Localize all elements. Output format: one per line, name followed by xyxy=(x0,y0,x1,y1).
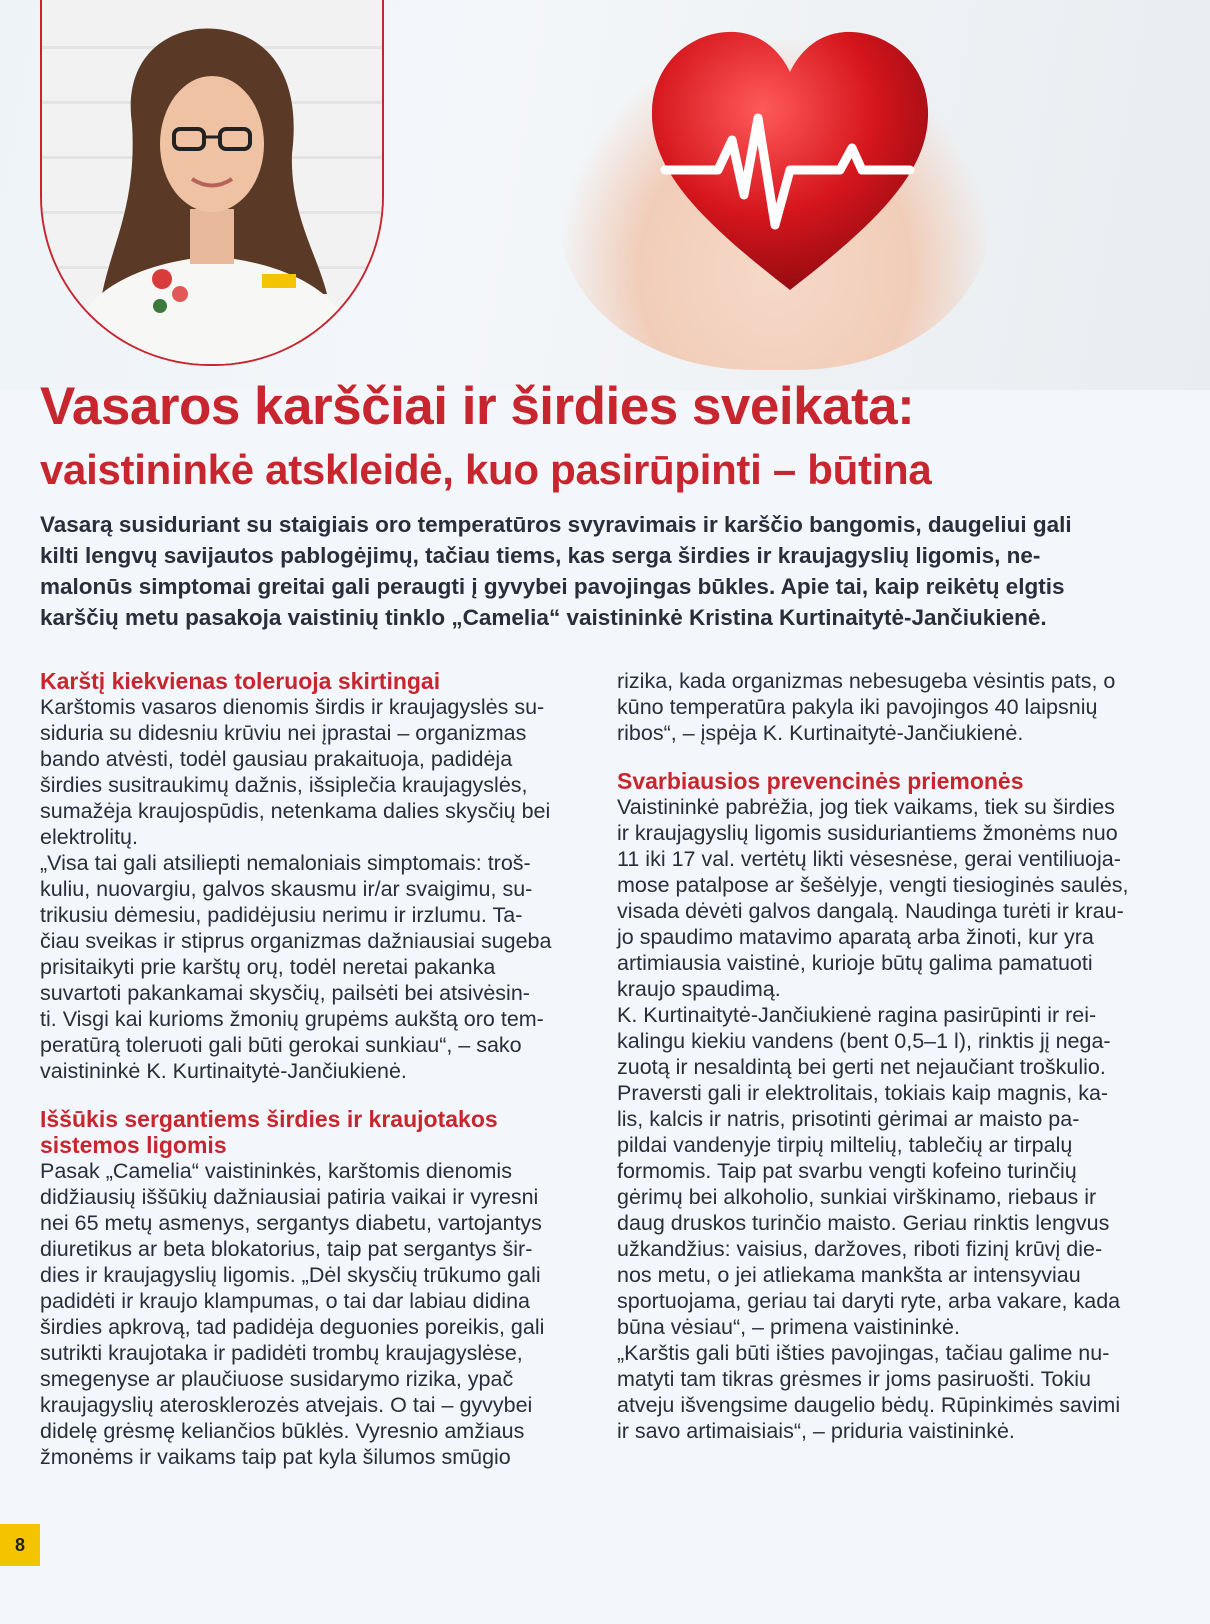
paragraph xyxy=(617,794,1169,1002)
page-number-badge: 8 xyxy=(0,1524,40,1566)
section-heading-heat-tolerance: Karštį kiekvienas toleruoja skirtingai xyxy=(40,668,441,694)
text-line: rizika, kada organizmas nebesugeba vėsintis pats, o xyxy=(617,669,1116,693)
text-line: artimiausia vaistinė, kurioje būtų galima pamatuoti xyxy=(617,951,1093,975)
left-column xyxy=(40,668,592,1470)
heading-line: Iššūkis sergantiems širdies ir kraujotakos xyxy=(40,1106,498,1132)
text-line: zuotą ir nesaldintą bei gerti net nejaučiant troškulio. xyxy=(617,1055,1106,1079)
text-line: didžiausių iššūkių dažniausiai patiria vaikai ir vyresni xyxy=(40,1185,539,1209)
text-line: gėrimų bei alkoholio, sunkiai virškinamo, riebaus ir xyxy=(617,1185,1097,1209)
text-line: jo spaudimo matavimo aparatą arba žinoti, kur yra xyxy=(617,925,1094,949)
text-line: sumažėja kraujospūdis, netenkama dalies skysčių bei xyxy=(40,799,551,823)
text-line: diuretikus ar beta blokatorius, taip pat sergantys šir- xyxy=(40,1237,533,1261)
pharmacist-portrait xyxy=(40,0,384,366)
text-line: „Visa tai gali atsiliepti nemaloniais simptomais: troš- xyxy=(40,851,531,875)
heading-line: sistemos ligomis xyxy=(40,1132,227,1158)
text-line: smegenyse ar plaučiuose susidarymo rizika, ypač xyxy=(40,1367,514,1391)
article-headline: Vasaros karščiai ir širdies sveikata: xyxy=(40,377,915,436)
text-line: ir savo artimaisiais“, – priduria vaistininkė. xyxy=(617,1419,1015,1443)
text-line: K. Kurtinaitytė-Jančiukienė ragina pasirūpinti ir rei- xyxy=(617,1003,1097,1027)
text-line: trikusiu dėmesiu, padidėjusiu nerimu ir irzlumu. Ta- xyxy=(40,903,523,927)
text-line: „Karštis gali būti išties pavojingas, tačiau galime nu- xyxy=(617,1341,1110,1365)
text-line: sportuojama, geriau tai daryti ryte, arba vakare, kada xyxy=(617,1289,1121,1313)
text-line: mose patalpose ar šešėlyje, vengti tiesioginės saulės, xyxy=(617,873,1129,897)
text-line: elektrolitų. xyxy=(40,825,138,849)
text-line: pildai vandenyje tirpių miltelių, tablečių ar tirpalų xyxy=(617,1133,1073,1157)
text-line: 11 iki 17 val. vertėtų likti vėsesnėse, gerai ventiliuoja- xyxy=(617,847,1121,871)
text-line: užkandžius: vaisius, daržoves, riboti fizinį krūvį die- xyxy=(617,1237,1103,1261)
lead-line: kilti lengvų savijautos pablogėjimų, tačiau tiems, kas serga širdies ir kraujagyslių ligomis, ne- xyxy=(40,543,1041,568)
text-line: Vaistininkė pabrėžia, jog tiek vaikams, tiek su širdies xyxy=(617,795,1115,819)
paragraph xyxy=(617,1340,1169,1444)
lead-line: Vasarą susiduriant su staigiais oro temperatūros svyravimais ir karščio bangomis, daugeliui gali xyxy=(40,512,1072,537)
text-line: kūno temperatūra pakyla iki pavojingos 40 laipsnių xyxy=(617,695,1098,719)
text-line: kalingu kiekiu vandens (bent 0,5–1 l), rinktis jį nega- xyxy=(617,1029,1111,1053)
text-line: peratūrą toleruoti gali būti gerokai sunkiau“, – sako xyxy=(40,1033,522,1057)
text-line: nos metu, o jei atliekama mankšta ar intensyviau xyxy=(617,1263,1081,1287)
text-line: žmonėms ir vaikams taip pat kyla šilumos smūgio xyxy=(40,1445,511,1469)
text-line: ti. Visgi kai kurioms žmonių grupėms aukštą oro tem- xyxy=(40,1007,544,1031)
article-lead xyxy=(40,509,1168,633)
text-line: čiau sveikas ir stiprus organizmas dažniausiai sugeba xyxy=(40,929,552,953)
text-line: prisitaikyti prie karštų orų, todėl neretai pakanka xyxy=(40,955,496,979)
paragraph xyxy=(617,668,1169,746)
text-line: Karštomis vasaros dienomis širdis ir kraujagyslės su- xyxy=(40,695,545,719)
text-line: ribos“, – įspėja K. Kurtinaitytė-Jančiukienė. xyxy=(617,721,1024,745)
paragraph xyxy=(617,1002,1169,1340)
text-line: atveju išvengsime daugelio bėdų. Rūpinkimės savimi xyxy=(617,1393,1121,1417)
text-line: matyti tam tikras grėsmes ir joms pasiruošti. Tokiu xyxy=(617,1367,1091,1391)
text-line: būna vėsiau“, – primena vaistininkė. xyxy=(617,1315,960,1339)
text-line: vaistininkė K. Kurtinaitytė-Jančiukienė. xyxy=(40,1059,407,1083)
heart-icon xyxy=(640,20,940,300)
text-line: didelę grėsmę keliančios būklės. Vyresnio amžiaus xyxy=(40,1419,525,1443)
text-line: daug druskos turinčio maisto. Geriau rinktis lengvus xyxy=(617,1211,1110,1235)
text-line: padidėti ir kraujo klampumas, o tai dar labiau didina xyxy=(40,1289,530,1313)
text-line: bando atvėsti, todėl gausiau prakaituoja, padidėja xyxy=(40,747,513,771)
text-line: siduria su didesniu krūviu nei įprastai – organizmas xyxy=(40,721,527,745)
paragraph xyxy=(40,1158,592,1470)
paragraph xyxy=(40,850,592,1084)
text-line: formomis. Taip pat svarbu vengti kofeino turinčių xyxy=(617,1159,1077,1183)
text-line: lis, kalcis ir natris, prisotinti gėrimai ar maisto pa- xyxy=(617,1107,1080,1131)
right-column xyxy=(617,668,1169,1444)
text-line: kraujo spaudimą. xyxy=(617,977,781,1001)
text-line: kuliu, nuovargiu, galvos skausmu ir/ar svaigimu, su- xyxy=(40,877,533,901)
text-line: visada dėvėti galvos dangalą. Naudinga turėti ir krau- xyxy=(617,899,1124,923)
text-line: ir kraujagyslių ligomis susiduriantiems žmonėms nuo xyxy=(617,821,1118,845)
lead-line: karščių metu pasakoja vaistinių tinklo „Camelia“ vaistininkė Kristina Kurtinaitytė-Jančiukienė. xyxy=(40,605,1047,630)
article-subheadline: vaistininkė atskleidė, kuo pasirūpinti – būtina xyxy=(40,446,932,493)
lead-line: malonūs simptomai greitai gali peraugti į gyvybei pavojingas būkles. Apie tai, kaip reikėtų elgtis xyxy=(40,574,1065,599)
text-line: dies ir kraujagyslių ligomis. „Dėl skysčių trūkumo gali xyxy=(40,1263,541,1287)
text-line: širdies apkrovą, tad padidėja deguonies poreikis, gali xyxy=(40,1315,545,1339)
text-line: širdies susitraukimų dažnis, išsiplečia kraujagyslės, xyxy=(40,773,528,797)
section-heading-cardiovascular-challenge xyxy=(40,1106,592,1158)
section-heading-prevention: Svarbiausios prevencinės priemonės xyxy=(617,768,1024,794)
paragraph xyxy=(40,694,592,850)
text-line: kraujagyslių aterosklerozės atvejais. O tai – gyvybei xyxy=(40,1393,533,1417)
text-line: sutrikti kraujotaka ir padidėti trombų kraujagyslėse, xyxy=(40,1341,523,1365)
text-line: Praversti gali ir elektrolitais, tokiais kaip magnis, ka- xyxy=(617,1081,1109,1105)
text-line: suvartoti pakankamai skysčių, pailsėti bei atsivėsin- xyxy=(40,981,530,1005)
text-line: Pasak „Camelia“ vaistininkės, karštomis dienomis xyxy=(40,1159,512,1183)
text-line: nei 65 metų asmenys, sergantys diabetu, vartojantys xyxy=(40,1211,542,1235)
